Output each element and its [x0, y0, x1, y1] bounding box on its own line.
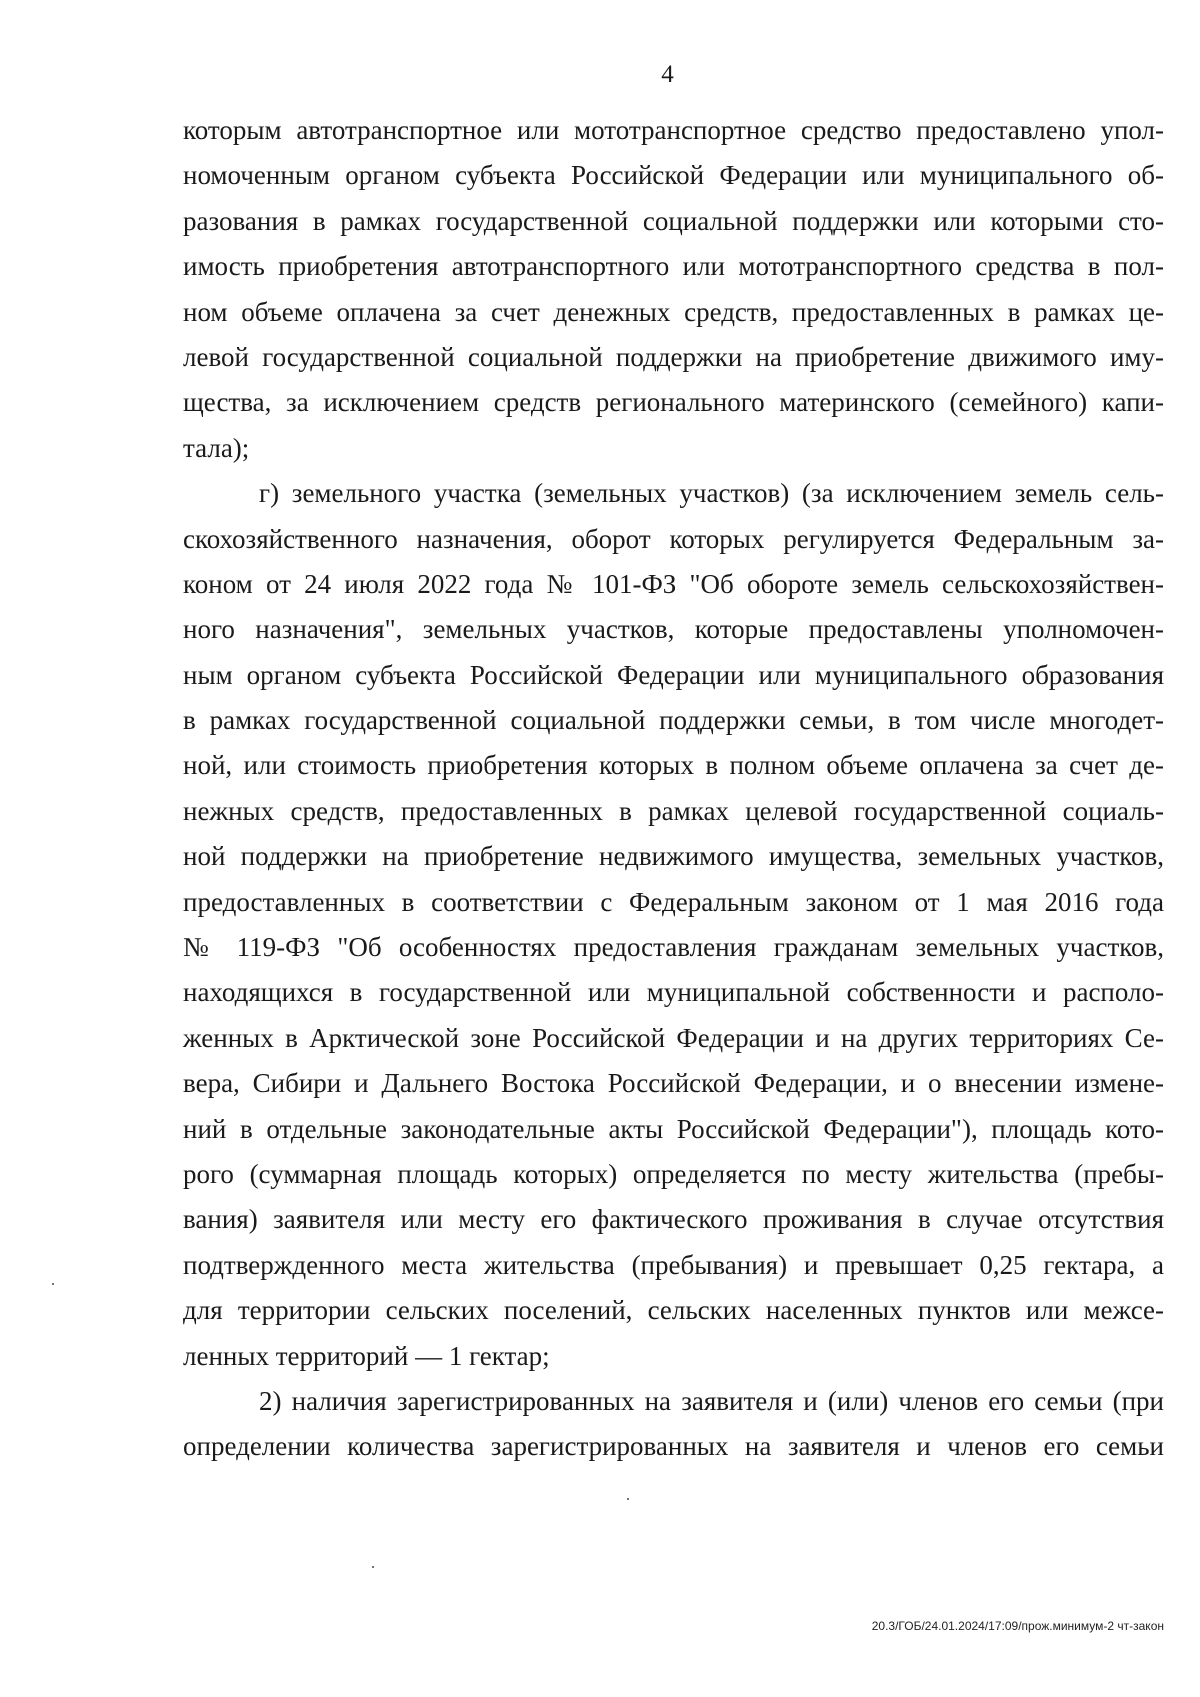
text-line: ной, или стоимость приобретения которых в полном объеме оплачена за счет де- [183, 750, 1164, 781]
document-footer-code: 20.3/ГОБ/24.01.2024/17:09/прож.минимум-2 чт-закон [871, 1619, 1164, 1633]
text-line: определении количества зарегистрированных на заявителя и членов его семьи [183, 1431, 1164, 1462]
text-line: которым автотранспортное или мототранспортное средство предоставлено упол- [183, 115, 1164, 145]
text-line: ного назначения", земельных участков, которые предоставлены уполномочен- [183, 614, 1164, 645]
text-line: ний в отдельные законодательные акты Российской Федерации"), площадь кото- [183, 1113, 1164, 1144]
paragraph-land-plot [183, 471, 1164, 1379]
text-line: для территории сельских поселений, сельских населенных пунктов или межсе- [183, 1295, 1164, 1326]
page-number: 4 [661, 61, 674, 88]
text-line: коном от 24 июля 2022 года № 101-ФЗ "Об обороте земель сельскохозяйствен- [183, 568, 1164, 599]
text-line: г) земельного участка (земельных участков) (за исключением земель сель- [259, 478, 1164, 509]
scan-speck [52, 1283, 54, 1285]
document-body [183, 108, 1164, 1470]
text-line: рого (суммарная площадь которых) определяется по месту жительства (пребы- [183, 1158, 1164, 1189]
text-line: вера, Сибири и Дальнего Востока Российской Федерации, и о внесении измене- [183, 1068, 1164, 1099]
text-line: имость приобретения автотранспортного или мототранспортного средства в пол- [183, 251, 1164, 282]
scan-speck [627, 1498, 629, 1500]
text-line: скохозяйственного назначения, оборот которых регулируется Федеральным за- [183, 523, 1164, 554]
text-line: подтвержденного места жительства (пребывания) и превышает 0,25 гектара, а [183, 1249, 1164, 1280]
text-line: предоставленных в соответствии с Федеральным законом от 1 мая 2016 года [183, 886, 1164, 917]
text-line: ленных территорий — 1 гектар; [183, 1340, 550, 1371]
text-line: номоченным органом субъекта Российской Федерации или муниципального об- [183, 160, 1164, 191]
text-line: разования в рамках государственной социальной поддержки или которыми сто- [183, 205, 1164, 236]
text-line: щества, за исключением средств регионального материнского (семейного) капи- [183, 387, 1164, 418]
text-line: левой государственной социальной поддержки на приобретение движимого иму- [183, 341, 1164, 372]
text-line: № 119-ФЗ "Об особенностях предоставления гражданам земельных участков, [183, 932, 1164, 963]
text-line: ном объеме оплачена за счет денежных средств, предоставленных в рамках це- [183, 296, 1164, 327]
text-line: женных в Арктической зоне Российской Федерации и на других территориях Се- [183, 1022, 1164, 1053]
text-line: ной поддержки на приобретение недвижимого имущества, земельных участков, [183, 841, 1164, 872]
text-line: ным органом субъекта Российской Федерации или муниципального образования [183, 659, 1164, 690]
paragraph-vehicle-continuation [183, 108, 1164, 471]
paragraph-registered-vehicles [183, 1379, 1164, 1470]
scan-speck [372, 1566, 374, 1568]
text-line: тала); [183, 432, 250, 463]
text-line: 2) наличия зарегистрированных на заявителя и (или) членов его семьи (при [259, 1385, 1164, 1416]
text-line: нежных средств, предоставленных в рамках целевой государственной социаль- [183, 795, 1164, 826]
text-line: в рамках государственной социальной поддержки семьи, в том числе многодет- [183, 705, 1164, 736]
text-line: находящихся в государственной или муниципальной собственности и располо- [183, 977, 1164, 1008]
text-line: вания) заявителя или месту его фактического проживания в случае отсутствия [183, 1204, 1164, 1235]
